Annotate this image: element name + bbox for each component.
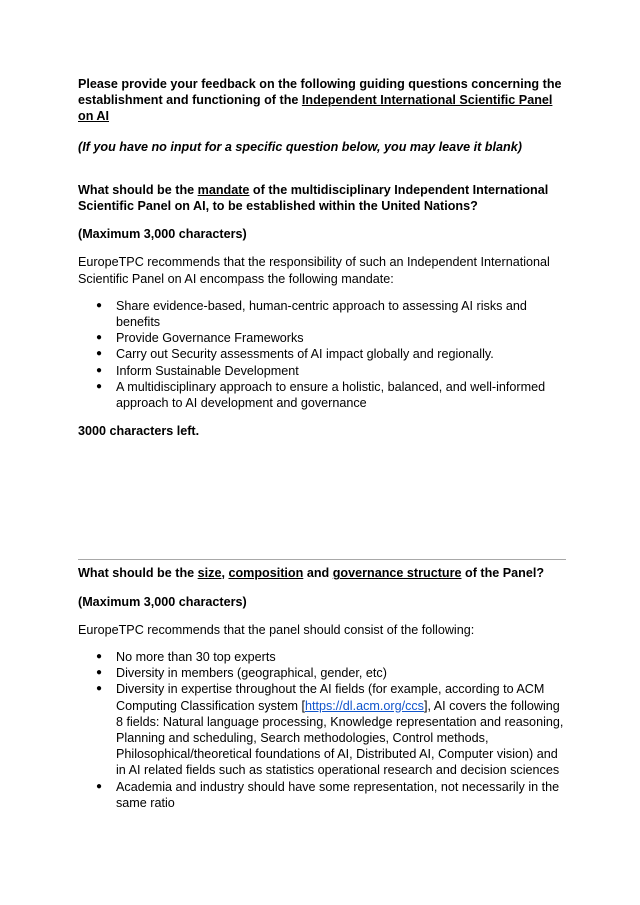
list-item: ● Provide Governance Frameworks — [116, 330, 566, 346]
question-1-limit: (Maximum 3,000 characters) — [78, 227, 247, 242]
list-item: ● Diversity in members (geographical, gender, etc) — [116, 665, 566, 681]
document-page — [78, 76, 566, 811]
q2-sep2: and — [303, 566, 333, 581]
q2-pre: What should be the — [78, 566, 198, 581]
intro-lead: Please provide your feedback on the following guiding questions concerning the establishment and functioning of the — [78, 77, 562, 108]
list-item: ● Academia and industry should have some representation, not necessarily in the same ratio — [116, 779, 566, 811]
intro-paragraph — [78, 76, 566, 125]
question-2-answer-intro: EuropeTPC recommends that the panel should consist of the following: — [78, 622, 475, 637]
item3-post: ], AI covers the following 8 fields: Natural language processing, Knowledge representation and reasoning, Planning and scheduling, Search methodologies, Control methods, Philosophical/theoretical foundations of AI, Distributed AI, Computer vision) and in AI related fields such as statistics operational research and decision sciences — [116, 698, 564, 778]
q2-sep1: , — [221, 566, 229, 581]
q2-key-size: size — [197, 566, 222, 581]
question-2-limit: (Maximum 3,000 characters) — [78, 594, 247, 609]
list-item: ● Carry out Security assessments of AI impact globally and regionally. — [116, 346, 566, 362]
question-1-list — [78, 298, 566, 411]
q2-key-governance: governance structure — [332, 566, 462, 581]
intro-note: (If you have no input for a specific question below, you may leave it blank) — [78, 139, 522, 154]
question-1-chars-left: 3000 characters left. — [78, 424, 200, 439]
list-item: ● Inform Sustainable Development — [116, 363, 566, 379]
list-item: ● A multidisciplinary approach to ensure a holistic, balanced, and well-informed approach to AI development and governance — [116, 379, 566, 411]
acm-ccs-link[interactable]: https://dl.acm.org/ccs — [304, 698, 424, 713]
section-divider — [78, 559, 566, 560]
item3-pre: Diversity in expertise throughout the AI fields (for example, according to ACM Computing Classification system [ — [116, 682, 545, 713]
question-1-heading — [78, 182, 566, 214]
question-2-heading — [78, 565, 566, 581]
list-item — [116, 681, 566, 778]
q2-key-composition: composition — [228, 566, 304, 581]
question-1-answer-intro: EuropeTPC recommends that the responsibility of such an Independent International Scientific Panel on AI encompass the following mandate: — [78, 255, 550, 286]
q1-post: of the multidisciplinary Independent International Scientific Panel on AI, to be established within the United Nations? — [78, 182, 549, 214]
q1-pre: What should be the — [78, 182, 198, 197]
list-item: ● No more than 30 top experts — [116, 649, 566, 665]
q1-key-mandate: mandate — [197, 182, 250, 197]
list-item: ● Share evidence-based, human-centric approach to assessing AI risks and benefits — [116, 298, 566, 330]
q2-post: of the Panel? — [461, 566, 545, 581]
panel-name-link[interactable]: Independent International Scientific Panel on AI — [78, 93, 553, 124]
question-2-list — [78, 649, 566, 811]
